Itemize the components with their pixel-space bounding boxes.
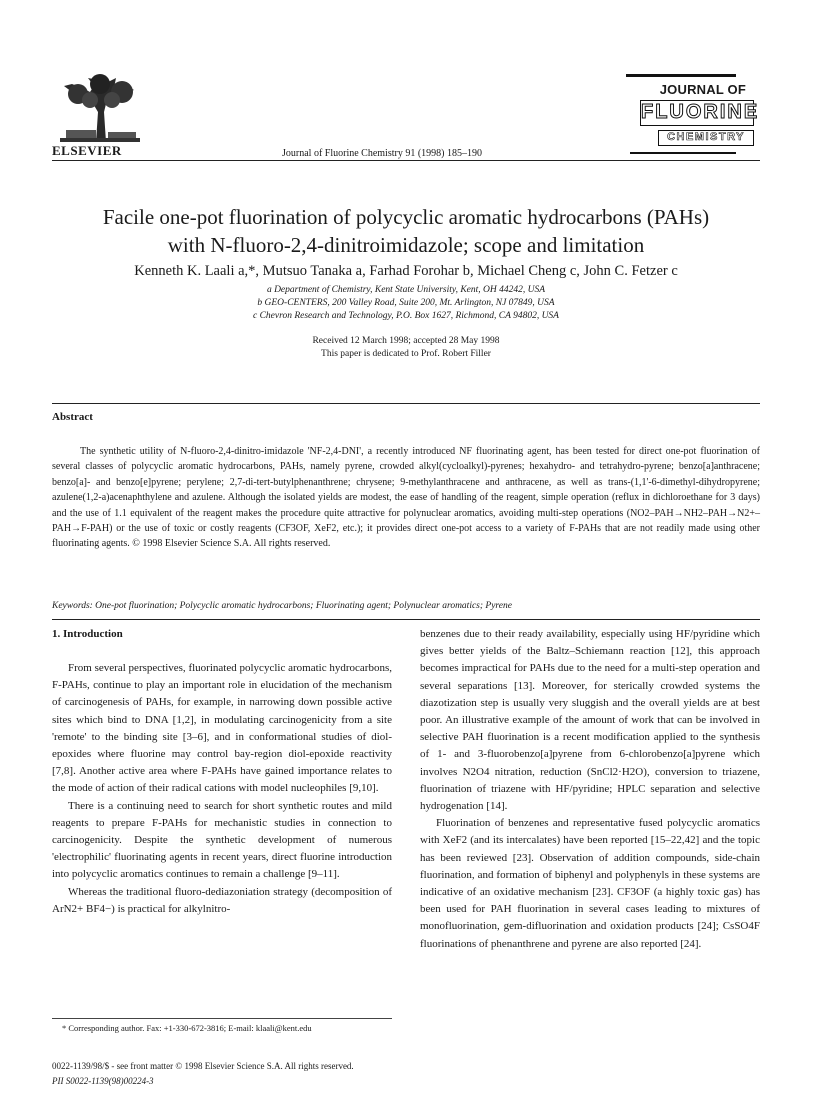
author-list: Kenneth K. Laali a,*, Mutsuo Tanaka a, Farhad Forohar b, Michael Cheng c, John C. Fetzer c <box>134 263 678 279</box>
affiliation-b: b GEO-CENTERS, 200 Valley Road, Suite 200, Mt. Arlington, NJ 07849, USA <box>257 298 555 308</box>
title-line-1: Facile one-pot fluorination of polycyclic aromatic hydrocarbons (PAHs) <box>102 205 710 229</box>
elsevier-tree-logo <box>52 72 148 144</box>
abstract-rule-bottom <box>52 619 760 620</box>
logo-rule-top <box>626 74 736 77</box>
pii-line: PII S0022-1139(98)00224-3 <box>52 1076 154 1086</box>
article-title <box>52 203 760 259</box>
journal-logo-line2: FLUORINE <box>640 100 754 126</box>
journal-logo-line3: CHEMISTRY <box>658 130 754 146</box>
intro-paragraph-3: Whereas the traditional fluoro-dediazoniation strategy (decomposition of ArN2+ BF4−) is practical for alkylnitro- <box>52 885 392 915</box>
affiliation-c: c Chevron Research and Technology, P.O. Box 1627, Richmond, CA 94802, USA <box>253 311 559 321</box>
abstract-heading: Abstract <box>52 411 93 423</box>
intro-paragraph-1: From several perspectives, fluorinated polycyclic aromatic hydrocarbons, F-PAHs, continue to play an important role in elucidation of the mechanism of carcinogenesis of PAHs, for example, in narrowing down possible active sites which bind to DNA [1,2], in modulating carcinogenicity from a site 'remote' to the binding site [3–6], and in conformational studies of diol-epoxides where fluorine may control bay-region diol-epoxide reactivity [7,8]. Another active area where F-PAHs have gained importance relates to the mode of action of their radical cations with model nucleophiles [9,10]. <box>52 662 392 795</box>
abstract-text: The synthetic utility of N-fluoro-2,4-dinitro-imidazole 'NF-2,4-DNI', a recently introduced NF fluorinating agent, has been tested for direct one-pot fluorination of several classes of polycyclic aromatic hydrocarbons, PAHs, namely pyrene, crowded alkyl(cycloalkyl)-pyrenes; hexahydro- and tetrahydro-pyrene; benzo[a]anthracene; benzo[a]- and benzo[e]pyrene; perylene; 2,7-di-tert-butylphenanthrene; chrysene; 9-methylanthracene and anthracene, as well as trans-(1,1'-6-dimethyl-dihydropyrene; azulene(1,2-a)acenaphthylene and azulene. Although the isolated yields are modest, the ease of handling of the reagent, simple operation (reflux in dichloroethane for 3 days) and the use of 1.1 equivalent of the reagent makes the procedure quite attractive for polynuclear aromatics, avoiding multi-step operations (NO2–PAH→NH2–PAH→N2+–PAH→F-PAH) or the use of toxic or costly reagents (CF3OF, XeF2, etc.); it provides direct one-pot access to a variety of F-PAHs that are not readily made using other fluorinating agents. © 1998 Elsevier Science S.A. All rights reserved. <box>52 446 760 550</box>
left-column <box>52 660 392 918</box>
corresponding-author-footnote: * Corresponding author. Fax: +1-330-672-3816; E-mail: klaali@kent.edu <box>62 1023 312 1033</box>
journal-citation: Journal of Fluorine Chemistry 91 (1998) 185–190 <box>282 148 482 159</box>
journal-logo <box>622 74 762 154</box>
received-dates: Received 12 March 1998; accepted 28 May 1998 <box>312 336 500 346</box>
right-column <box>420 626 760 953</box>
abstract-rule-top <box>52 403 760 404</box>
publisher-name: ELSEVIER <box>52 143 122 158</box>
copyright-line: 0022-1139/98/$ - see front matter © 1998 Elsevier Science S.A. All rights reserved. <box>52 1061 354 1071</box>
intro-paragraph-4: benzenes due to their ready availability, especially using HF/pyridine which gives better yields of the Baltz–Schiemann reaction [12], this approach becomes impractical for PAHs due to the need for a multi-step operation and several separations [13]. Moreover, for sterically crowded systems the diazotization step is usually very sluggish and the overall yields are at best poor. An illustrative example of the amount of work that can be involved in selective PAH fluorination is a recent modification applied to the synthesis of 1- and 3-fluorobenzo[a]pyrene from 6-chlorobenzo[a]pyrene which involves N2O4 nitration, reduction (SnCl2·H2O), conversion to triazene, fluorination of triazene with HF/pyridine; HPLC separation and selective hydrogenation [14]. <box>420 628 760 813</box>
section-heading-introduction: 1. Introduction <box>52 628 123 640</box>
dedication: This paper is dedicated to Prof. Robert Filler <box>321 349 491 359</box>
intro-paragraph-5: Fluorination of benzenes and representative fused polycyclic aromatics with XeF2 (and its intercalates) have been reported [15–22,42] and the topic has been reviewed [23]. Observation of addition compounds, side-chain fluorination, and formation of biphenyl and polyphenyls in these systems are indicative of an oxidative mechanism [23]. CF3OF (a highly toxic gas) has been used for PAH fluorination in several cases leading to mixtures of monofluorination, gem-difluorination and oxidation products [24]; CsSO4F fluorinations of phenanthrene and pyrene are also reported [24]. <box>420 817 760 950</box>
affiliation-a: a Department of Chemistry, Kent State University, Kent, OH 44242, USA <box>266 285 546 295</box>
logo-rule-bottom <box>630 152 736 154</box>
title-line-2: with N-fluoro-2,4-dinitroimidazole; scope and limitation <box>167 233 645 257</box>
journal-logo-line1: JOURNAL OF <box>659 82 746 97</box>
footnote-rule <box>52 1018 392 1019</box>
keywords: Keywords: One-pot fluorination; Polycyclic aromatic hydrocarbons; Fluorinating agent; Polynuclear aromatics; Pyrene <box>52 601 512 611</box>
intro-paragraph-2: There is a continuing need to search for short synthetic routes and mild reagents to prepare F-PAHs for mechanistic studies in connection to carcinogenicity. Despite the synthetic development of numerous 'electrophilic' fluorinating agents in recent years, direct fluorine introduction into polycyclic aromatics continues to remain a challenge [9–11]. <box>52 799 392 881</box>
header-rule <box>52 160 760 161</box>
